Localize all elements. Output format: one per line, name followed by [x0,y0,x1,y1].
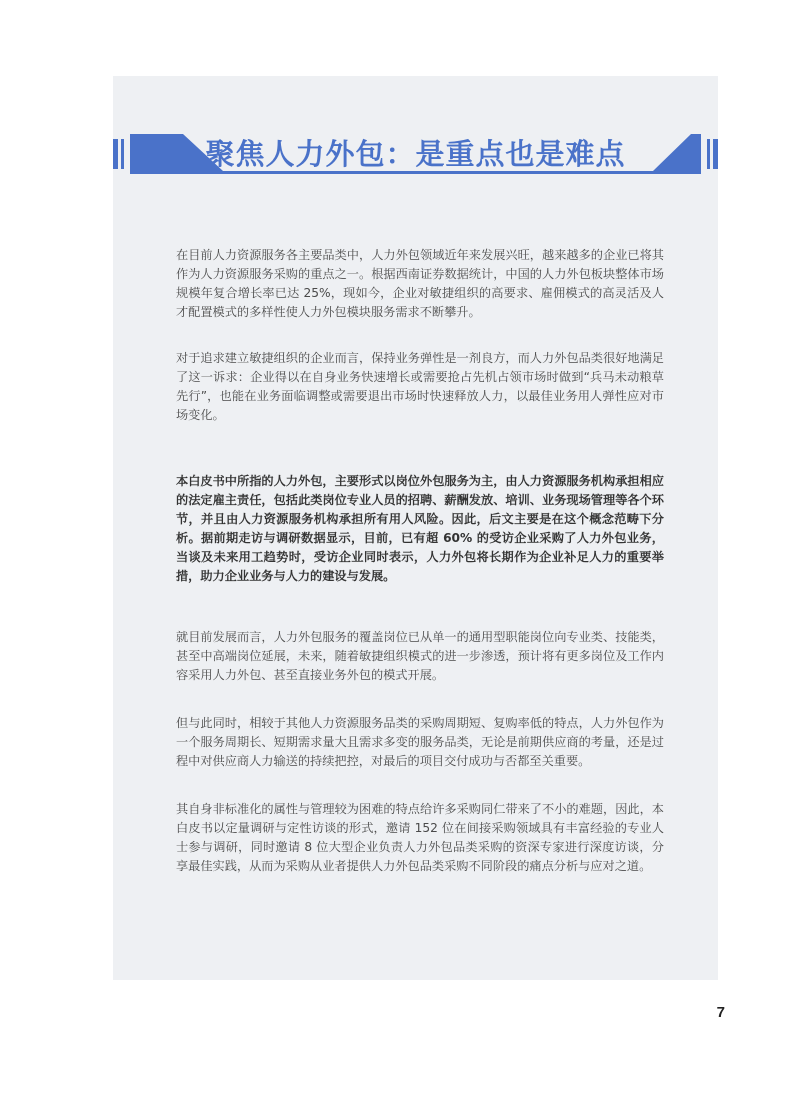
paragraph-research-method: 其自身非标准化的属性与管理较为困难的特点给许多采购同仁带来了不小的难题，因此，本白皮书以定量调研与定性访谈的形式，邀请 152 位在间接采购领域具有丰富经验的专业人士参与调研，同时邀请 8 位大型企业负责人力外包品类采购的资深专家进行深度访谈，分享最佳实践，从而为采购从业者提供人力外包品类采购不同阶段的痛点分析与应对之道。 [176,802,664,873]
paragraph-development: 就目前发展而言，人力外包服务的覆盖岗位已从单一的通用型职能岗位向专业类、技能类，甚至中高端岗位延展，未来，随着敏捷组织模式的进一步渗透，预计将有更多岗位及工作内容采用人力外包、甚至直接业务外包的模式开展。 [176,630,664,682]
page-title: 聚焦人力外包：是重点也是难点 [205,137,626,171]
paragraph-agile-organization: 对于追求建立敏捷组织的企业而言，保持业务弹性是一剂良方，而人力外包品类很好地满足了这一诉求：企业得以在自身业务快速增长或需要抢占先机占领市场时做到“兵马未动粮草先行”，也能在业务面临调整或需要退出市场时快速释放人力，以最佳业务用人弹性应对市场变化。 [176,351,664,422]
content-panel [113,76,718,980]
paragraph-challenges: 但与此同时，相较于其他人力资源服务品类的采购周期短、复购率低的特点，人力外包作为一个服务周期长、短期需求量大且需求多变的服务品类，无论是前期供应商的考量，还是过程中对供应商人力输送的持续把控，对最后的项目交付成功与否都至关重要。 [176,716,664,768]
paragraph-definition: 本白皮书中所指的人力外包，主要形式以岗位外包服务为主，由人力资源服务机构承担相应的法定雇主责任，包括此类岗位专业人员的招聘、薪酬发放、培训、业务现场管理等各个环节，并且由人力资源服务机构承担所有用人风险。因此，后文主要是在这个概念范畴下分析。据前期走访与调研数据显示，目前，已有超 60% 的受访企业采购了人力外包业务，当谈及未来用工趋势时，受访企业同时表示，人力外包将长期作为企业补足人力的重要举措，助力企业业务与人力的建设与发展。 [176,474,664,583]
page-number: 7 [716,1004,725,1021]
paragraph-market-overview: 在目前人力资源服务各主要品类中，人力外包领域近年来发展兴旺，越来越多的企业已将其作为人力资源服务采购的重点之一。根据西南证券数据统计，中国的人力外包板块整体市场规模年复合增长率已达 25%，现如今，企业对敏捷组织的高要求、雇佣模式的高灵活及人才配置模式的多样性使人力外包模块服务需求不断攀升。 [176,248,664,319]
section-title-bar [113,134,718,174]
